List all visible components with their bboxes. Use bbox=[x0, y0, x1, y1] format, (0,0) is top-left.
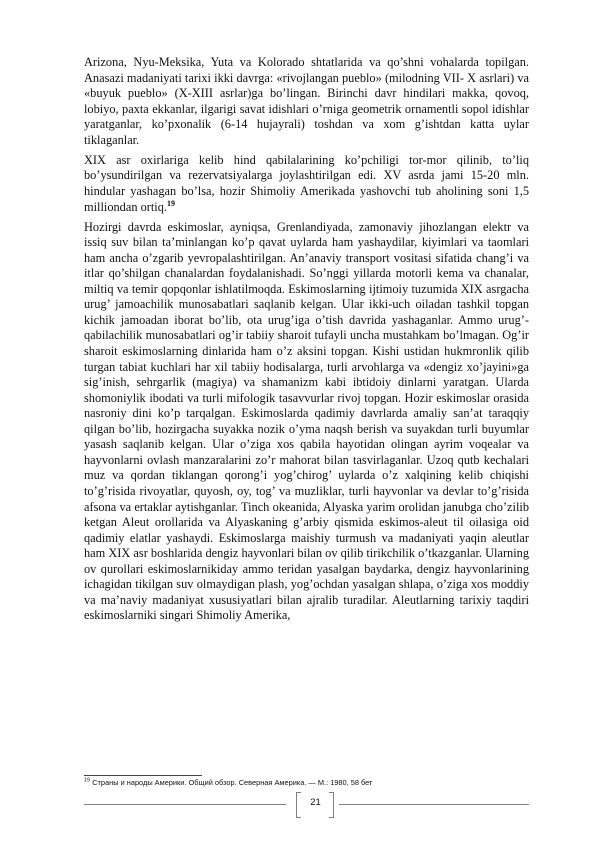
footnote-text: Страны и народы Америки. Общий обзор. Северная Америка. — М.: 1980, 58 бет bbox=[92, 778, 373, 787]
right-bracket-icon bbox=[329, 792, 334, 818]
paragraph-1: Arizona, Nyu-Meksika, Yuta va Kolorado shtatlarida va qo’shni vohalarda topilgan. Anasazi madaniyati tarixi ikki davrga: «rivojlangan pueblo» (milodning VII- X asrlari) va «buyuk pueblo» (X-XIII asrlar)ga bo’lingan. Birinchi davr hindilari makka, qovoq, lobiyo, paxta ekkanlar, ilgarigi savat idishlari o’rniga geometrik ornamentli sopol idishlar yaratganlar, ko’pxonalik (6-14 hujayrali) toshdan va xom g’ishtdan katta uylar tiklaganlar. bbox=[84, 55, 529, 147]
page-number: 21 bbox=[310, 797, 321, 808]
page-body bbox=[84, 55, 529, 628]
paragraph-3: Hozirgi davrda eskimoslar, ayniqsa, Grenlandiyada, zamonaviy jihozlangan elektr va issiq suv bilan ta’minlangan ko’p qavat uylarda ham yashaydilar, kiyimlari va taomlari ham ancha o’zgarib yevropalashtirilgan. An’anaviy transport vositasi sifatida chang’i va itlar qo’shilgan chanalardan foydalanishadi. So’nggi yillarda motorli kema va chanalar, miltiq va temir qopqonlar ishlatilmoqda. Eskimoslarning ijtimoiy tuzumida XIX asrgacha urug’ jamoachilik munosabatlari saqlanib kelgan. Ular ikki-uch oiladan tashkil topgan kichik jamoadan iborat bo’lib, ota urug’iga o’tish davrida yashaganlar. Ammo urug’-qabilachilik munosabatlari og’ir tabiiy sharoit tufayli uncha mustahkam bo’lmagan. Og’ir sharoit eskimoslarning dinlarida ham o’z aksini topgan. Kishi ustidan hukmronlik qilib turgan tabiat kuchlari har xil tabiiy hodisalarga, turli arvohlarga va «dengiz xo’jayini»ga sig’inish, sehrgarlik (magiya) va shamanizm kabi ibtidoiy dinlarni yaratgan. Ularda shomoniylik ibodati va turli mifologik tasavvurlar rivoj topgan. Hozir eskimoslar orasida nasroniy dini ko’p tarqalgan. Eskimoslarda qadimiy davrlarda amaliy san’at taraqqiy qilgan bo’lib, hozirgacha suyakka nozik o’yma naqsh berish va suyakdan turli buyumlar yasash saqlanib kelgan. Ular o’ziga xos qabila hayotidan olingan ayrim voqealar va hayvonlarni ovlash manzaralarini zo’r mahorat bilan tasvirlaganlar. Uzoq qutb kechalari muz va qordan tiklangan qorong’i yog’chirog’ uylarda o’z xalqining kelib chiqishi to’g’risida rivoyatlar, quyosh, oy, tog’ va muzliklar, turli hayvonlar va devlar to’g’risida afsona va ertaklar aytishganlar. Tinch okeanida, Alyaska yarim orolidan janubga cho’zilib ketgan Aleut orollarida va Alyaskaning g’arbiy qismida eskimos-aleut til oilasiga oid qadimiy elatlar yashaydi. Eskimoslarga maishiy turmush va madaniyati yaqin aleutlar ham XIX asr boshlarida dengiz hayvonlari bilan ov qilib tirikchilik o’tkazganlar. Ularning ov qurollari eskimoslarnikiday ammo teridan yasalgan baydarka, dengiz hayvonlarining ichagidan tikilgan suv olmaydigan plash, yog’ochdan yasalgan shlapa, o’ziga xos moddiy va ma’naviy madaniyat xususiyatlari bilan ajralib turadilar. Aleutlarning tarixiy taqdiri eskimoslarniki singari Shimoliy Amerika, bbox=[84, 219, 529, 623]
footnote bbox=[84, 778, 529, 787]
page-footer bbox=[84, 792, 529, 818]
footnote-reference[interactable]: 19 bbox=[166, 198, 175, 208]
footer-rule-right bbox=[339, 804, 529, 805]
paragraph-2 bbox=[84, 153, 529, 215]
footnote-marker: 19 bbox=[84, 777, 91, 784]
paragraph-2-text: XIX asr oxirlariga kelib hind qabilalarining ko’pchiligi tor-mor qilinib, to’liq bo’ysundirilgan va rezervatsiyalarga joylashtirilgan edi. XV asrda jami 15-20 mln. hindular yashagan bo’lsa, hozir Shimoliy Amerikada yashovchi tub aholining soni 1,5 milliondan ortiq. bbox=[84, 152, 529, 214]
footnote-divider bbox=[84, 775, 202, 776]
footer-rule-left bbox=[84, 804, 286, 805]
